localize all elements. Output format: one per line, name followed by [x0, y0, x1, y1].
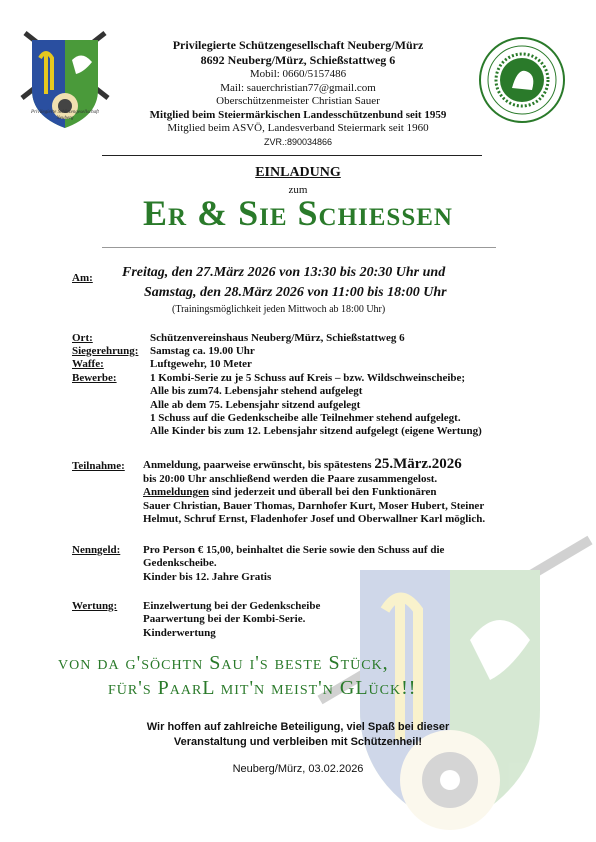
am-line-1: Freitag, den 27.März 2026 von 13:30 bis 20:30 Uhr und — [122, 265, 446, 280]
wertung-block — [143, 600, 320, 640]
bewerbe-label: Bewerbe: — [72, 372, 117, 384]
nenngeld-label: Nenngeld: — [72, 544, 121, 556]
bewerbe-line: 1 Schuss auf die Gedenkscheibe alle Teilnehmer stehend aufgelegt. — [150, 411, 461, 424]
einladung-title: EINLADUNG — [255, 165, 341, 180]
membership-2: Mitglied beim ASVÖ, Landesverband Steiermark seit 1960 — [167, 122, 429, 134]
closing-line-2: Veranstaltung und verbleiben mit Schützenheil! — [173, 736, 423, 748]
ort-value: Schützenvereinshaus Neuberg/Mürz, Schießstattweg 6 — [150, 332, 405, 344]
membership-1: Mitglied beim Steiermärkischen Landesschützenbund seit 1959 — [149, 108, 447, 121]
nenngeld-line: Gedenkscheibe. — [143, 557, 217, 570]
nenngeld-line: Kinder bis 12. Jahre Gratis — [143, 570, 272, 583]
bewerbe-list — [150, 372, 482, 438]
nenngeld-block — [143, 544, 444, 584]
closing-date: Neuberg/Mürz, 03.02.2026 — [232, 763, 364, 775]
wertung-line: Paarwertung bei der Kombi-Serie. — [143, 613, 306, 626]
nenngeld-line: Pro Person € 15,00, beinhaltet die Serie sowie den Schuss auf die — [143, 544, 445, 556]
teilnahme-label: Teilnahme: — [72, 460, 125, 472]
header-divider — [102, 155, 482, 156]
chief: Oberschützenmeister Christian Sauer — [216, 95, 380, 107]
closing-line-1: Wir hoffen auf zahlreiche Beteiligung, viel Spaß bei dieser — [146, 721, 450, 733]
bewerbe-line: Alle bis zum74. Lebensjahr stehend aufgelegt — [150, 385, 363, 398]
zum-text: zum — [288, 184, 308, 196]
deadline-date: 25.März.2026 — [374, 456, 462, 472]
ort-label: Ort: — [72, 332, 93, 344]
left-logo-text: Privilegierte Schützengesellschaft Neuberg — [31, 110, 99, 121]
mail: Mail: sauerchristian77@gmail.com — [220, 81, 376, 94]
waffe-label: Waffe: — [72, 358, 104, 370]
teilnahme-line-3 — [143, 486, 485, 499]
waffe-value: Luftgewehr, 10 Meter — [150, 358, 252, 370]
siegerehrung-value: Samstag ca. 19.00 Uhr — [150, 345, 255, 357]
wertung-line: Kinderwertung — [143, 626, 216, 639]
zvr: ZVR.:890034866 — [263, 136, 333, 147]
event-title: Er & Sie Schiessen — [143, 193, 453, 233]
header-block — [100, 38, 496, 148]
teilnahme-text: Anmeldung, paarweise erwünscht, bis spätestens — [143, 459, 375, 471]
bewerbe-line: 1 Kombi-Serie zu je 5 Schuss auf Kreis – bzw. Wildschweinscheibe; — [150, 372, 466, 384]
teilnahme-line-1 — [143, 456, 485, 473]
wertung-line: Einzelwertung bei der Gedenkscheibe — [143, 600, 321, 612]
title-divider — [102, 247, 496, 248]
org-address: 8692 Neuberg/Mürz, Schießstattweg 6 — [200, 53, 396, 67]
mobile: Mobil: 0660/5157486 — [249, 68, 347, 80]
wertung-label: Wertung: — [72, 600, 118, 612]
motto-line-2: für's PaarL mit'n meist'n GLück!! — [108, 677, 417, 699]
teilnahme-block — [143, 456, 485, 526]
teilnahme-line-2: bis 20:00 Uhr anschließend werden die Paare zusammengelost. — [143, 473, 438, 485]
am-note: (Trainingsmöglichkeit jeden Mittwoch ab 18:00 Uhr) — [172, 304, 386, 315]
motto-line-1: von da g'söchtn Sau i's beste Stück, — [58, 652, 389, 674]
bewerbe-line: Alle Kinder bis zum 12. Lebensjahr sitzend aufgelegt (eigene Wertung) — [150, 425, 482, 438]
teilnahme-line-4: Sauer Christian, Bauer Thomas, Darnhofer Kurt, Moser Hubert, Steiner — [143, 499, 485, 512]
bewerbe-line: Alle ab dem 75. Lebensjahr sitzend aufgelegt — [150, 398, 361, 411]
am-line-2: Samstag, den 28.März 2026 von 11:00 bis 18:00 Uhr — [144, 285, 447, 300]
teilnahme-line-5: Helmut, Schruf Ernst, Fladenhofer Josef und Oberwallner Karl möglich. — [143, 512, 486, 525]
org-name: Privilegierte Schützengesellschaft Neuberg/Mürz — [172, 38, 424, 52]
anmeldungen-link: Anmeldungen — [143, 486, 210, 499]
am-label: Am: — [72, 272, 93, 284]
siegerehrung-label: Siegerehrung: — [72, 345, 139, 357]
teilnahme-text: sind jederzeit und überall bei den Funktionären — [209, 486, 437, 499]
